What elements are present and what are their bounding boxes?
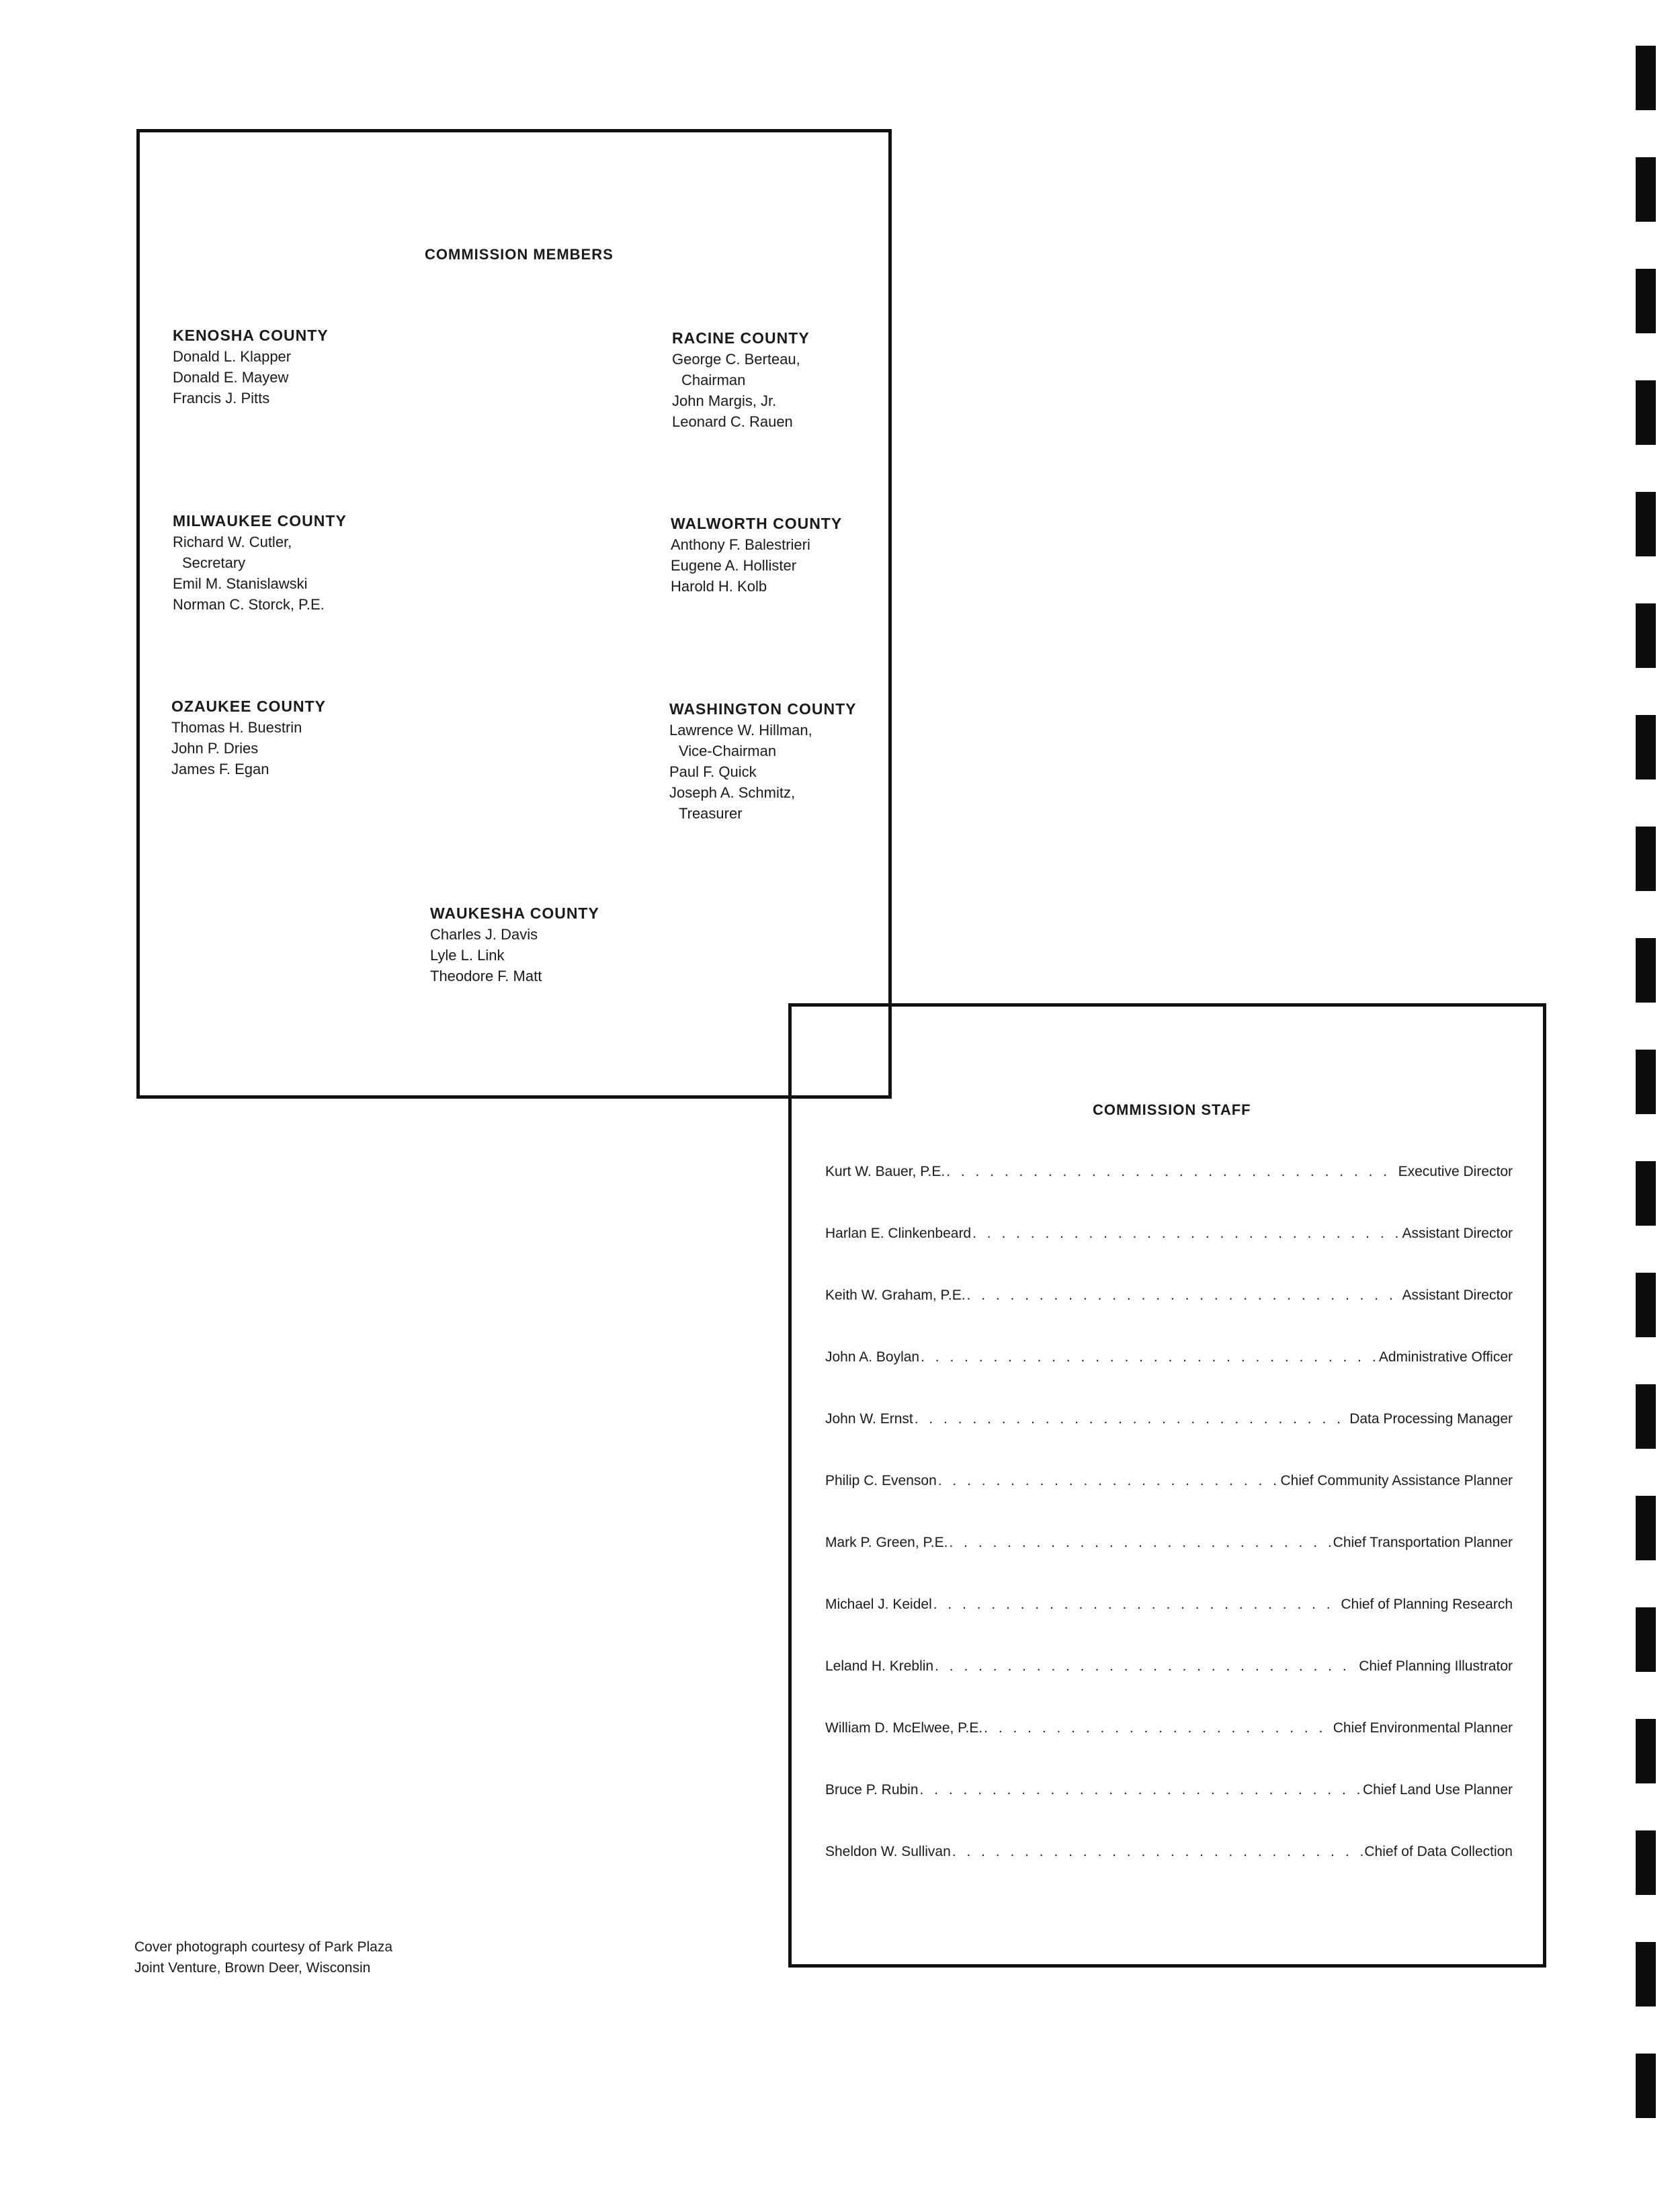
county-block-kenosha [173, 325, 329, 409]
binder-hole-mark [1636, 1607, 1656, 1672]
staff-name: John W. Ernst [825, 1411, 913, 1427]
binder-hole-mark [1636, 157, 1656, 222]
leader-dots [938, 1473, 1279, 1489]
member-name: Donald L. Klapper [173, 348, 292, 365]
leader-dots [984, 1720, 1332, 1736]
member-title: Treasurer [679, 805, 743, 822]
staff-role: Assistant Director [1402, 1226, 1513, 1241]
member-name: John Margis, Jr. [672, 392, 777, 409]
county-name: OZAUKEE COUNTY [171, 698, 326, 715]
member-name: Paul F. Quick [669, 763, 757, 780]
commission-members-title: COMMISSION MEMBERS [425, 246, 614, 263]
member-name: George C. Berteau, [672, 351, 800, 368]
member-name: Theodore F. Matt [430, 968, 542, 984]
staff-name: Harlan E. Clinkenbeard [825, 1226, 972, 1241]
member-name: Emil M. Stanislawski [173, 575, 308, 592]
member-name: Richard W. Cutler, [173, 534, 292, 550]
staff-row [825, 1782, 1513, 1798]
member-name: Charles J. Davis [430, 926, 538, 943]
county-block-racine [672, 328, 810, 432]
binder-hole-mark [1636, 1050, 1656, 1114]
leader-dots [921, 1349, 1378, 1365]
member-name: Eugene A. Hollister [671, 557, 797, 574]
staff-name: Sheldon W. Sullivan [825, 1844, 951, 1859]
commission-staff-title: COMMISSION STAFF [1093, 1101, 1251, 1118]
staff-row [825, 1535, 1513, 1551]
county-block-ozaukee [171, 696, 326, 779]
binder-hole-mark [1636, 938, 1656, 1003]
member-name: Joseph A. Schmitz, [669, 784, 796, 801]
staff-name: Philip C. Evenson [825, 1473, 937, 1488]
member-title: Chairman [681, 372, 746, 388]
leader-dots [935, 1658, 1357, 1675]
county-block-waukesha [430, 903, 599, 986]
staff-role: Chief Land Use Planner [1363, 1782, 1513, 1798]
leader-dots [946, 1164, 1396, 1180]
member-name: Lawrence W. Hillman, [669, 722, 812, 738]
staff-row [825, 1287, 1513, 1304]
staff-name: Mark P. Green, P.E. [825, 1535, 948, 1550]
member-name: James F. Egan [171, 761, 269, 777]
staff-row [825, 1844, 1513, 1860]
leader-dots [967, 1287, 1401, 1304]
staff-row [825, 1720, 1513, 1736]
staff-name: Keith W. Graham, P.E. [825, 1287, 966, 1303]
county-name: KENOSHA COUNTY [173, 327, 329, 344]
staff-name: Bruce P. Rubin [825, 1782, 919, 1798]
county-name: WASHINGTON COUNTY [669, 700, 857, 718]
staff-row [825, 1597, 1513, 1613]
binder-hole-mark [1636, 827, 1656, 891]
binder-hole-mark [1636, 715, 1656, 779]
member-title: Secretary [182, 554, 246, 571]
binder-hole-mark [1636, 2054, 1656, 2118]
county-block-milwaukee [173, 511, 347, 615]
binder-hole-mark [1636, 492, 1656, 556]
staff-row [825, 1658, 1513, 1675]
staff-name: John A. Boylan [825, 1349, 920, 1365]
staff-name: Leland H. Kreblin [825, 1658, 934, 1674]
staff-name: Michael J. Keidel [825, 1597, 932, 1612]
county-block-washington [669, 699, 857, 824]
leader-dots [972, 1226, 1400, 1242]
county-name: RACINE COUNTY [672, 329, 810, 347]
binder-hole-mark [1636, 1384, 1656, 1449]
binder-hole-mark [1636, 1161, 1656, 1226]
county-name: WALWORTH COUNTY [671, 515, 843, 532]
staff-name: William D. McElwee, P.E. [825, 1720, 983, 1736]
binder-hole-mark [1636, 269, 1656, 333]
member-name: Lyle L. Link [430, 947, 505, 964]
county-name: WAUKESHA COUNTY [430, 904, 599, 922]
binder-hole-mark [1636, 46, 1656, 110]
binder-hole-mark [1636, 380, 1656, 445]
staff-row [825, 1164, 1513, 1180]
caption-line: Joint Venture, Brown Deer, Wisconsin [134, 1960, 371, 1976]
member-name: Harold H. Kolb [671, 578, 767, 595]
leader-dots [920, 1782, 1361, 1798]
staff-role: Chief Community Assistance Planner [1280, 1473, 1513, 1488]
staff-name: Kurt W. Bauer, P.E. [825, 1164, 946, 1179]
staff-role: Chief Planning Illustrator [1359, 1658, 1513, 1674]
member-name: Anthony F. Balestrieri [671, 536, 810, 553]
leader-dots [949, 1535, 1331, 1551]
cover-photo-caption [134, 1937, 392, 1978]
binder-hole-mark [1636, 1830, 1656, 1895]
binder-hole-mark [1636, 1273, 1656, 1337]
staff-role: Executive Director [1398, 1164, 1513, 1179]
staff-row [825, 1226, 1513, 1242]
staff-row [825, 1349, 1513, 1365]
member-title: Vice-Chairman [679, 743, 777, 759]
staff-row [825, 1411, 1513, 1427]
member-name: John P. Dries [171, 740, 259, 757]
member-name: Francis J. Pitts [173, 390, 270, 407]
county-block-walworth [671, 513, 842, 597]
binder-hole-mark [1636, 1719, 1656, 1783]
staff-role: Chief of Data Collection [1364, 1844, 1513, 1859]
binder-hole-mark [1636, 603, 1656, 668]
binder-hole-mark [1636, 1942, 1656, 2007]
member-name: Thomas H. Buestrin [171, 719, 302, 736]
staff-role: Chief Transportation Planner [1333, 1535, 1513, 1550]
staff-role: Chief of Planning Research [1341, 1597, 1513, 1612]
caption-line: Cover photograph courtesy of Park Plaza [134, 1939, 393, 1955]
leader-dots [933, 1597, 1340, 1613]
binder-hole-mark [1636, 1496, 1656, 1560]
staff-role: Administrative Officer [1378, 1349, 1513, 1365]
staff-row [825, 1473, 1513, 1489]
leader-dots [952, 1844, 1363, 1860]
staff-role: Chief Environmental Planner [1333, 1720, 1513, 1736]
member-name: Leonard C. Rauen [672, 413, 793, 430]
leader-dots [915, 1411, 1348, 1427]
staff-role: Assistant Director [1402, 1287, 1513, 1303]
member-name: Donald E. Mayew [173, 369, 289, 386]
county-name: MILWAUKEE COUNTY [173, 512, 347, 530]
staff-role: Data Processing Manager [1349, 1411, 1513, 1427]
member-name: Norman C. Storck, P.E. [173, 596, 325, 613]
